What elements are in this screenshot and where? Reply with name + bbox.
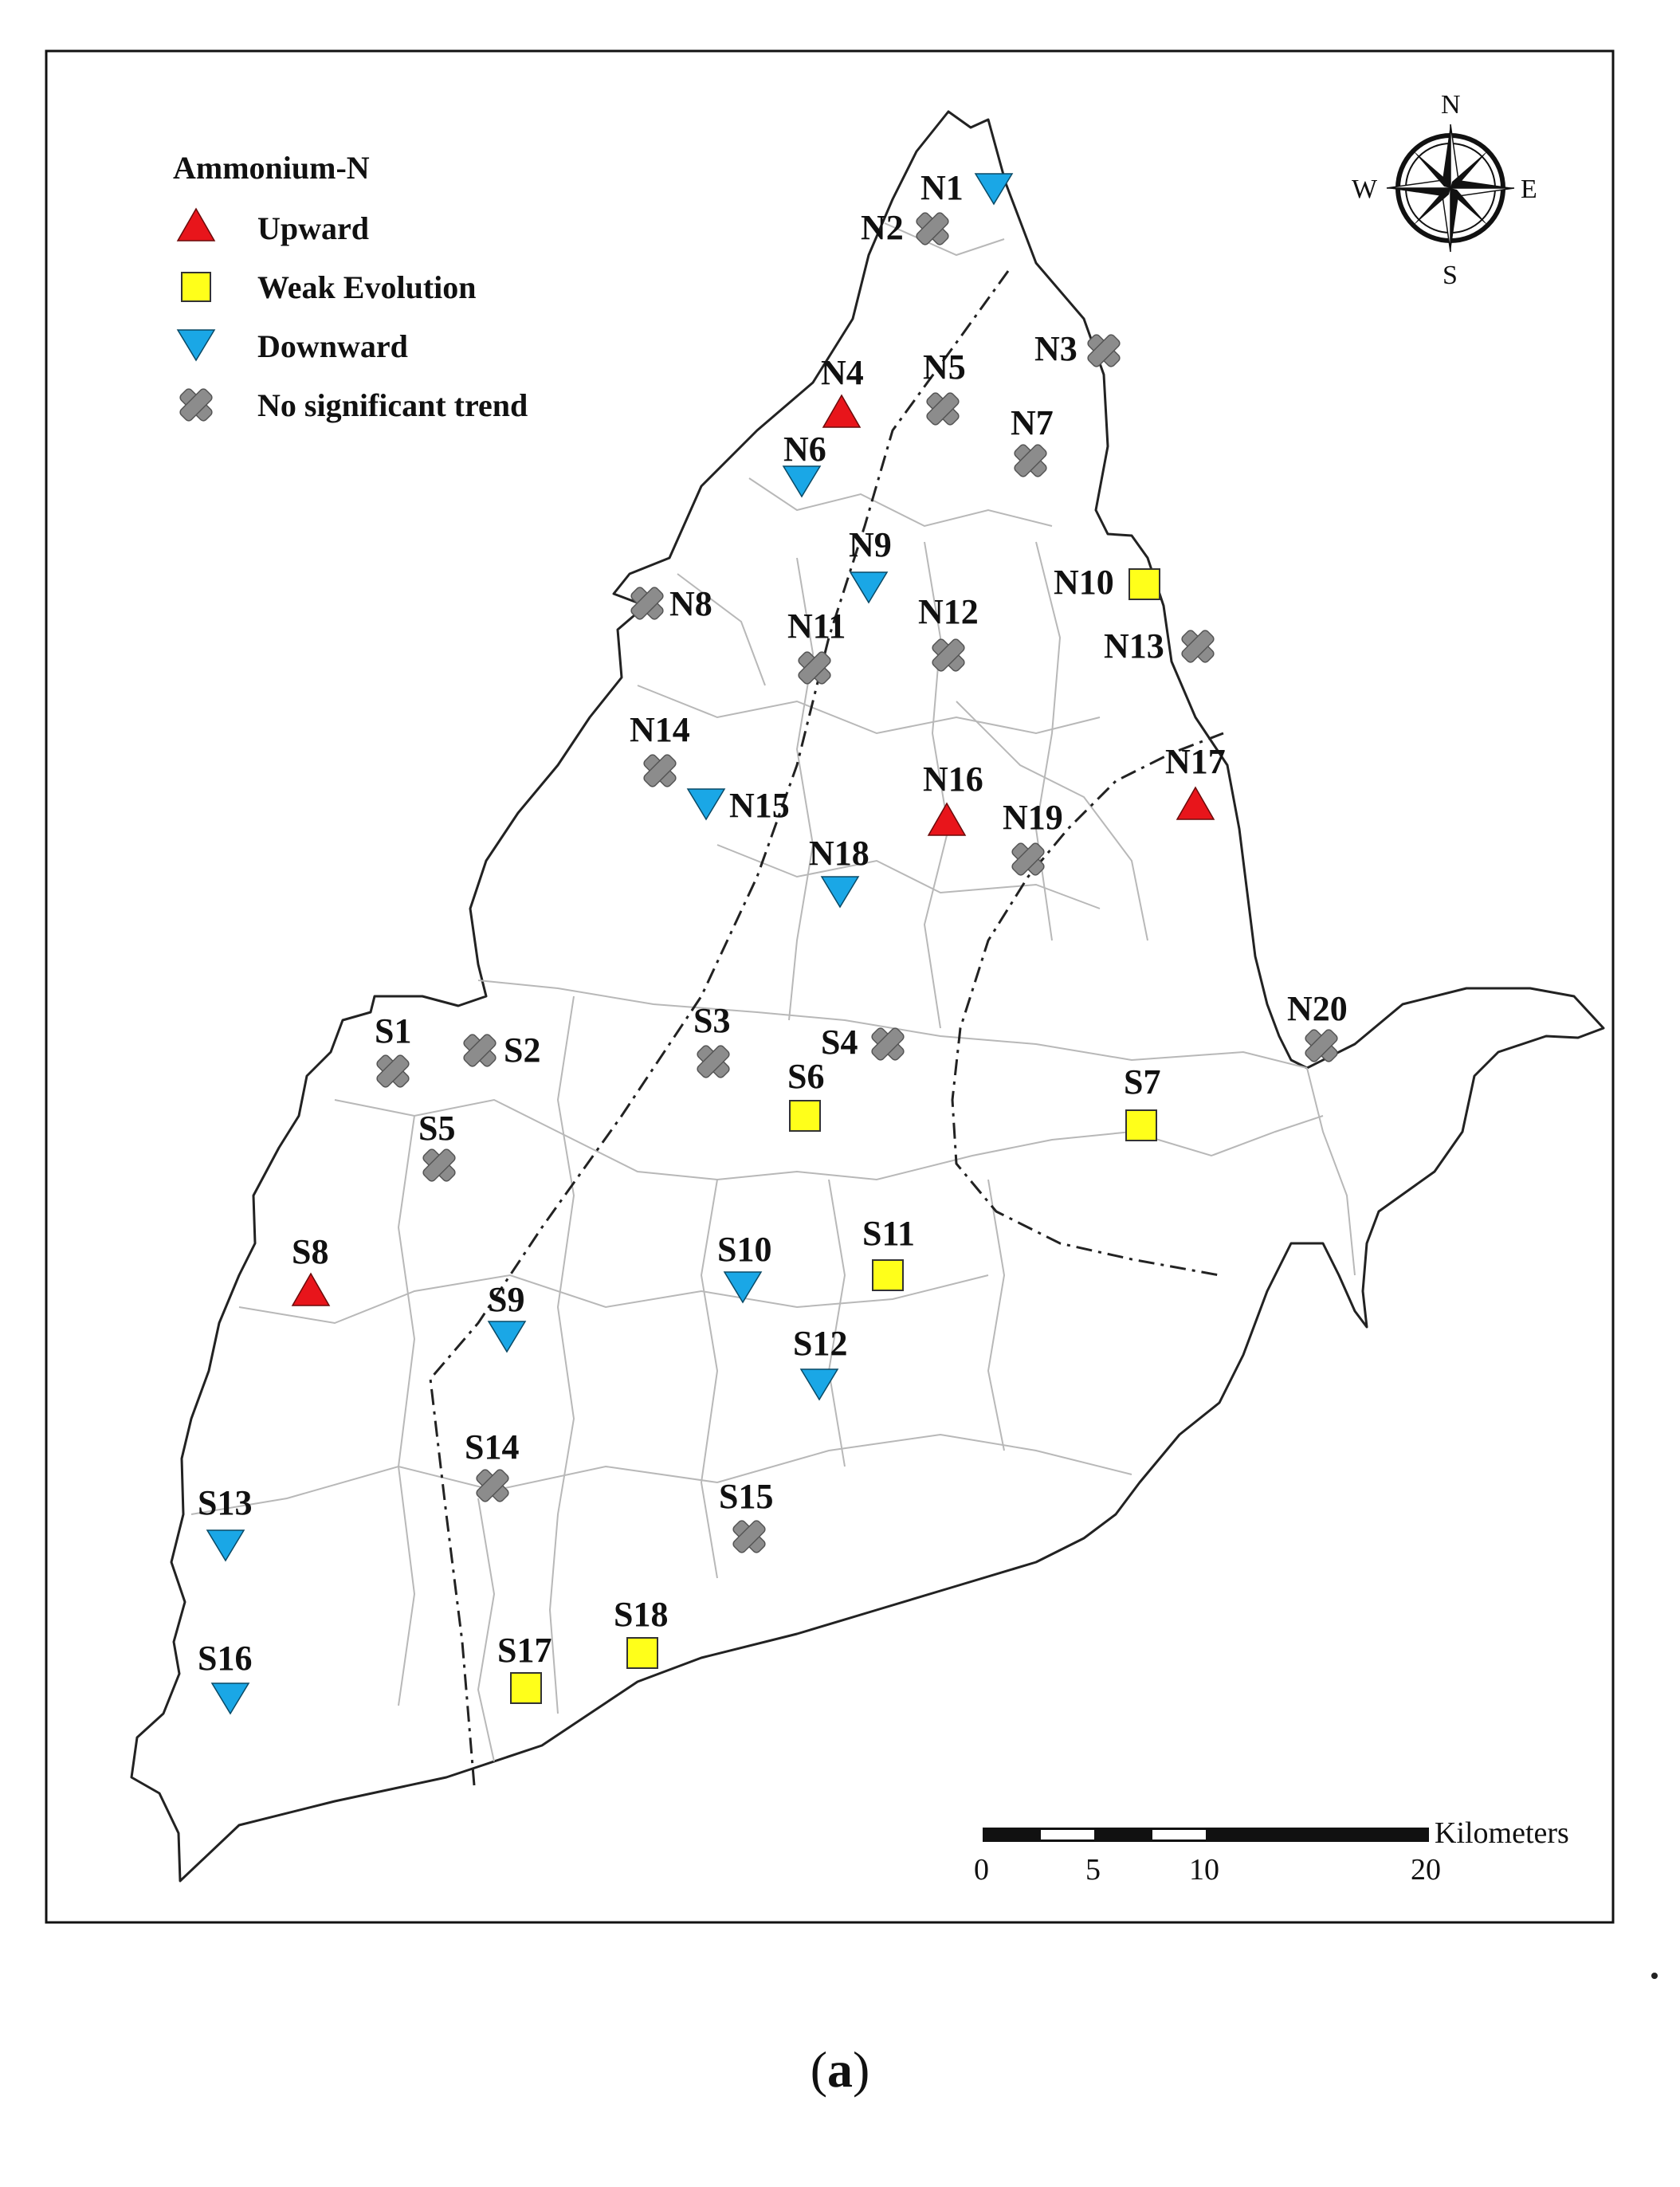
site-label: N12 — [918, 592, 979, 631]
scale-tick-5: 5 — [1085, 1853, 1101, 1887]
site-n10 — [1054, 563, 1160, 602]
legend-label-no-significant-trend: No significant trend — [257, 387, 528, 423]
study-area-outline — [131, 112, 1603, 1881]
site-label: S18 — [614, 1595, 669, 1634]
site-label: N13 — [1104, 626, 1164, 666]
site-label: S5 — [418, 1109, 456, 1148]
scale-bar — [974, 1816, 1569, 1887]
stray-dot — [1651, 1973, 1658, 1979]
scale-tick-0: 0 — [974, 1853, 989, 1887]
site-label: S11 — [862, 1214, 916, 1253]
site-label: S10 — [717, 1230, 772, 1269]
site-label: S15 — [719, 1477, 774, 1516]
square-icon — [873, 1260, 903, 1290]
triangle-up-icon — [178, 209, 214, 241]
site-label: S9 — [488, 1280, 525, 1319]
site-label: S7 — [1124, 1062, 1161, 1101]
figure-caption: (a) — [810, 2041, 870, 2098]
compass-rose-icon — [1352, 90, 1537, 290]
scale-tick-20: 20 — [1411, 1853, 1441, 1887]
site-label: S6 — [787, 1057, 825, 1096]
site-label: N5 — [923, 347, 966, 387]
cross-icon — [171, 380, 221, 430]
square-icon — [1126, 1110, 1156, 1141]
site-label: S2 — [504, 1031, 541, 1070]
site-label: S8 — [292, 1232, 329, 1271]
site-label: N14 — [630, 710, 690, 749]
triangle-down-icon — [178, 330, 214, 360]
compass-west: W — [1352, 175, 1378, 204]
site-label: N4 — [821, 353, 864, 392]
site-label: N8 — [669, 584, 712, 623]
site-label: N11 — [787, 607, 846, 646]
site-label: N16 — [923, 760, 983, 799]
site-label: N6 — [783, 430, 826, 469]
site-label: N19 — [1003, 798, 1063, 837]
site-label: N18 — [809, 834, 869, 873]
site-label: S17 — [497, 1631, 552, 1670]
site-label: S13 — [198, 1483, 253, 1522]
site-label: N9 — [849, 525, 892, 564]
square-icon — [627, 1638, 657, 1668]
site-label: N1 — [920, 168, 964, 207]
site-label: S1 — [375, 1011, 412, 1050]
site-label: N15 — [729, 786, 790, 825]
square-icon — [182, 273, 210, 301]
site-n13 — [1104, 622, 1223, 671]
scale-tick-10: 10 — [1189, 1853, 1219, 1887]
compass-east: E — [1521, 175, 1537, 204]
cross-icon — [1173, 622, 1223, 671]
site-label: N10 — [1054, 563, 1114, 602]
square-icon — [1129, 569, 1160, 599]
square-icon — [511, 1673, 541, 1703]
compass-north: N — [1441, 90, 1461, 120]
caption-letter: a — [827, 2041, 853, 2098]
legend — [171, 150, 528, 430]
site-s6 — [787, 1057, 824, 1131]
legend-label-weak-evolution: Weak Evolution — [257, 269, 477, 305]
site-label: N2 — [861, 208, 904, 247]
scale-unit: Kilometers — [1435, 1816, 1569, 1850]
site-label: S12 — [793, 1324, 848, 1363]
site-label: S14 — [465, 1427, 520, 1467]
compass-south: S — [1443, 261, 1458, 290]
site-label: S4 — [821, 1023, 858, 1062]
site-label: N3 — [1034, 329, 1077, 368]
site-label: S16 — [198, 1639, 253, 1678]
site-label: N7 — [1011, 403, 1054, 442]
legend-label-upward: Upward — [257, 210, 370, 246]
site-label: N17 — [1165, 742, 1226, 781]
legend-label-downward: Downward — [257, 328, 408, 364]
site-label: S3 — [693, 1001, 731, 1040]
site-label: N20 — [1287, 989, 1348, 1028]
legend-title: Ammonium-N — [173, 150, 370, 186]
square-icon — [790, 1101, 820, 1131]
